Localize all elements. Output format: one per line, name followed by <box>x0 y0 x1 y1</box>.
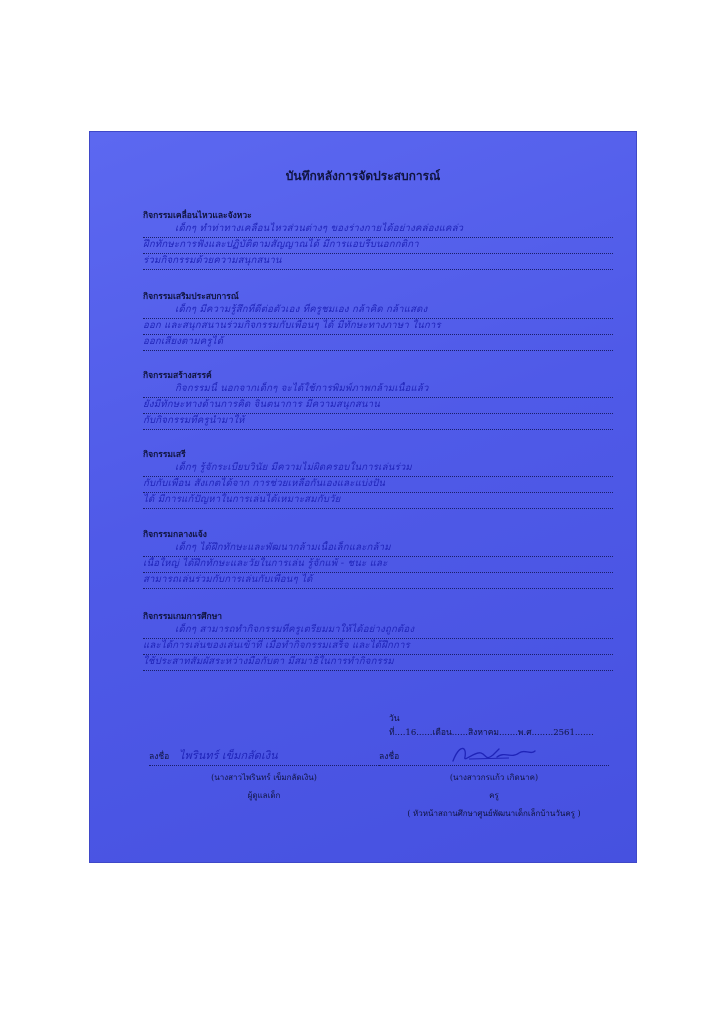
date-line: วันที่....16......เดือน......สิงหาคม.......พ.ศ........2561....... <box>389 714 594 738</box>
handwritten-line: เด็กๆ สามารถทำกิจกรรมที่ครูเตรียมมาให้ได้อย่างถูกต้อง <box>143 623 613 639</box>
handwritten-line: เด็กๆ มีความรู้สึกที่ดีต่อตัวเอง ที่ครูชมเอง กล้าคิด กล้าแสดง <box>143 303 613 319</box>
signer-role: ครู <box>489 791 499 800</box>
section-heading: กิจกรรมกลางแจ้ง <box>143 530 207 540</box>
document-page <box>89 131 637 863</box>
section-educational-games <box>143 611 613 671</box>
signature-label: ลงชื่อ <box>149 752 170 762</box>
section-heading: กิจกรรมเสรี <box>143 450 186 460</box>
handwritten-line: และได้การเล่นของเล่นเข้าที่ เมื่อทำกิจกรรมเสร็จ และได้ฝึกการ <box>143 639 613 655</box>
signature-block-caregiver <box>149 743 379 802</box>
signature-block-teacher <box>379 743 609 820</box>
signature-line <box>379 743 609 766</box>
signature-label: ลงชื่อ <box>379 752 400 762</box>
handwritten-line: กิจกรรมนี้ นอกจากเด็กๆ จะได้ใช้การพิมพ์ภาพกล้ามเนื้อแล้ว <box>143 382 613 398</box>
handwritten-line: ฝึกทักษะการฟังและปฏิบัติตามสัญญาณได้ มีการแอบรีบนอกกติกา <box>143 238 613 254</box>
section-heading: กิจกรรมสร้างสรรค์ <box>143 371 212 381</box>
section-heading: กิจกรรมเสริมประสบการณ์ <box>143 292 239 302</box>
document-title: บันทึกหลังการจัดประสบการณ์ <box>285 169 441 183</box>
handwritten-line: ออก และสนุกสนานร่วมกิจกรรมกับเพื่อนๆ ได้ มีทักษะทางภาษา ในการ <box>143 319 613 335</box>
handwritten-line: เด็กๆ ทำท่าทางเคลื่อนไหวส่วนต่างๆ ของร่างกายได้อย่างคล่องแคล่ว <box>143 222 613 238</box>
section-heading: กิจกรรมเคลื่อนไหวและจังหวะ <box>143 211 252 221</box>
section-heading: กิจกรรมเกมการศึกษา <box>143 612 223 622</box>
signer-name: (นางสาวกรแก้ว เกิดนาค) <box>449 773 539 782</box>
section-outdoor <box>143 529 613 589</box>
signature-line <box>149 743 379 766</box>
handwritten-line: ยังมีทักษะทางด้านการคิด จินตนาการ มีความสนุกสนาน <box>143 398 613 414</box>
handwritten-line: กับกับเพื่อน สังเกตได้จาก การช่วยเหลือกันเองและแบ่งปัน <box>143 477 613 493</box>
section-experience <box>143 291 613 351</box>
section-creative <box>143 370 613 430</box>
handwritten-line: ออกเสียงตามครูได้ <box>143 335 613 351</box>
handwritten-line: เด็กๆ ได้ฝึกทักษะและพัฒนากล้ามเนื้อเล็กและกล้าม <box>143 541 613 557</box>
signer-organization: ( หัวหน้าสถานศึกษาศูนย์พัฒนาเด็กเล็กบ้านวันครู ) <box>407 809 581 818</box>
handwritten-line: กับกิจกรรมที่ครูนำมาให้ <box>143 414 613 430</box>
handwritten-line: เด็กๆ รู้จักระเบียบวินัย มีความไม่ผิดครอบในการเล่นร่วม <box>143 461 613 477</box>
handwritten-line: ร่วมกิจกรรมด้วยความสนุกสนาน <box>143 254 613 270</box>
handwritten-line: ได้ มีการแก้ปัญหาในการเล่นได้เหมาะสมกับวัย <box>143 493 613 509</box>
handwritten-line: สามารถเล่นร่วมกับการเล่นกับเพื่อนๆ ได้ <box>143 573 613 589</box>
handwritten-signature <box>449 743 539 765</box>
signer-role: ผู้ดูแลเด็ก <box>247 791 281 800</box>
section-movement <box>143 210 613 270</box>
section-free-play <box>143 449 613 509</box>
signer-name: (นางสาวไพรินทร์ เข็มกลัดเงิน) <box>211 773 317 782</box>
handwritten-line: เนื้อใหญ่ ได้ฝึกทักษะและวัยในการเล่น รู้จักแพ้ - ชนะ และ <box>143 557 613 573</box>
handwritten-signature: ไพรินทร์ เข็มกลัดเงิน <box>179 749 278 762</box>
handwritten-line: ใช้ประสาทสัมผัสระหว่างมือกับตา มีสมาธิในการทำกิจกรรม <box>143 655 613 671</box>
